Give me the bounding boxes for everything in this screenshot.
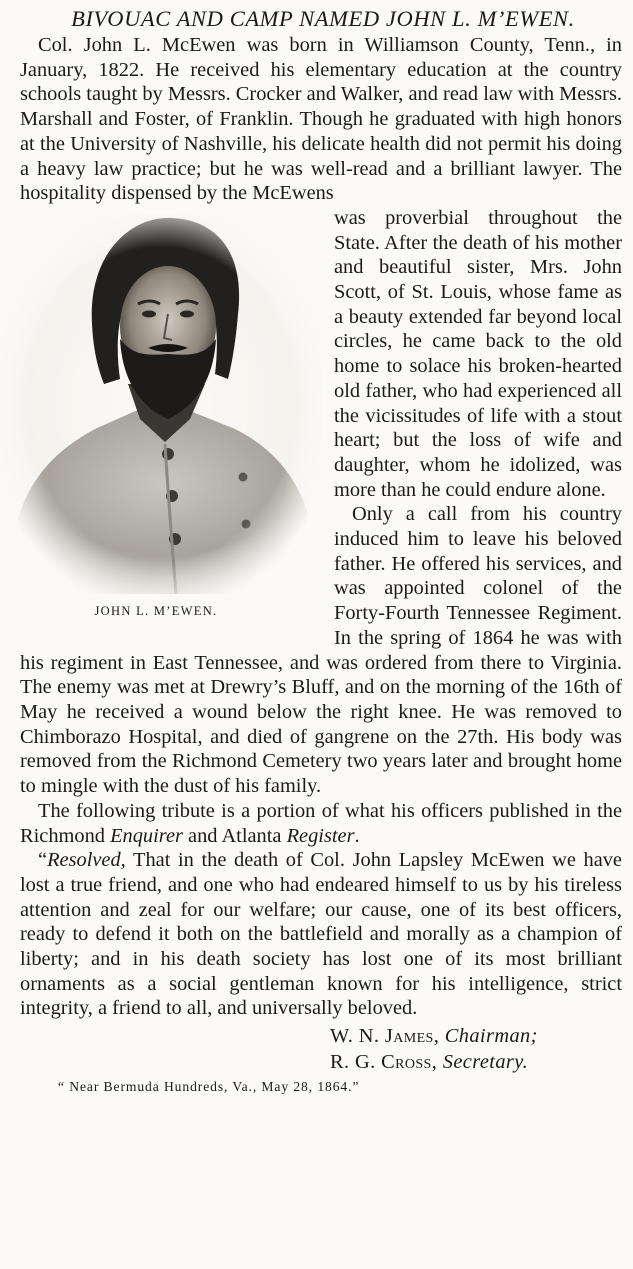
portrait-figure bbox=[0, 206, 322, 629]
portrait-caption: JOHN L. M’EWEN. bbox=[94, 603, 218, 618]
portrait-photo bbox=[0, 214, 322, 594]
paragraph-text: Only a call from his country induced him to leave his beloved father. He offered his services, and was appointed colonel of the Forty-Fourth Tennessee Regiment. In the spring of 1864 he was with his regiment in East Tennessee, and was ordered from there to Virginia. The enemy was met at Drewry’s Bluff, and on the morning of the 16th of May he received a wound below the right knee. He was removed to Chimborazo Hospital, and died of gangrene on the 27th. His body was removed from the Richmond Cemetery two years later and brought home to mingle with the dust of his family. bbox=[20, 503, 622, 798]
paragraph-text: The following tribute is a portion of what his officers published in the Richmond bbox=[20, 799, 622, 847]
paragraph-text: . bbox=[354, 824, 360, 847]
paragraph-text: Col. John L. McEwen was born in Williamson County, Tenn., in January, 1822. He received his elementary education at the country schools taught by Messrs. Crocker and Walker, and read law with Messrs. Marshall and Foster, of Franklin. Though he graduated with high honors at the University of Nashville, his delicate health did not permit his doing a heavy law practice; but he was well-read and a brilliant lawyer. The hospitality dispensed by the McEwens bbox=[20, 34, 622, 205]
paragraph-biography-intro bbox=[20, 33, 622, 206]
signature-block bbox=[330, 1023, 622, 1075]
signer-name: W. N. James bbox=[330, 1025, 434, 1048]
signer-name: R. G. Cross bbox=[330, 1051, 432, 1074]
paragraph-tribute-intro bbox=[20, 799, 622, 848]
dateline-footnote: “ Near Bermuda Hundreds, Va., May 28, 1864.” bbox=[58, 1079, 360, 1095]
resolved-word: Resolved, bbox=[47, 849, 126, 872]
newspaper-name: Enquirer bbox=[110, 824, 183, 847]
signer-role: Secretary. bbox=[442, 1051, 529, 1074]
open-quote: “ bbox=[38, 849, 48, 872]
signature-line: R. G. Cross, Secretary. bbox=[330, 1051, 529, 1074]
paragraph-resolution bbox=[20, 848, 622, 1021]
paragraph-text: was proverbial throughout the State. After the death of his mother and beautiful sister, Mrs. John Scott, of St. Louis, whose fame as a beauty extended far beyond local circles, he came back to the old home to solace his broken-hearted old father, who had experienced all the vicissitudes of life with a stout heart; but the loss of wife and daughter, whom he idolized, was more than he could endure alone. bbox=[334, 206, 622, 501]
newspaper-name: Register bbox=[286, 824, 355, 847]
signer-role: Chairman; bbox=[444, 1025, 538, 1048]
article-body bbox=[20, 33, 622, 1021]
article-title: BIVOUAC AND CAMP NAMED JOHN L. M’EWEN. bbox=[71, 6, 575, 31]
paragraph-text: That in the death of Col. John Lapsley McEwen we have lost a true friend, and one who had endeared himself to us by his tireless attention and zeal for our welfare; our cause, one of its best officers, ready to defend it both on the battlefield and morally as a champion of liberty; and in his death society has lost one of its most brilliant ornaments as a social gentleman known for his intelligence, strict integrity, a friend to all, and universally beloved. bbox=[20, 849, 622, 1020]
paragraph-text: and Atlanta bbox=[182, 824, 287, 847]
signature-line: W. N. James, Chairman; bbox=[330, 1025, 538, 1048]
portrait-image-icon bbox=[0, 214, 322, 594]
